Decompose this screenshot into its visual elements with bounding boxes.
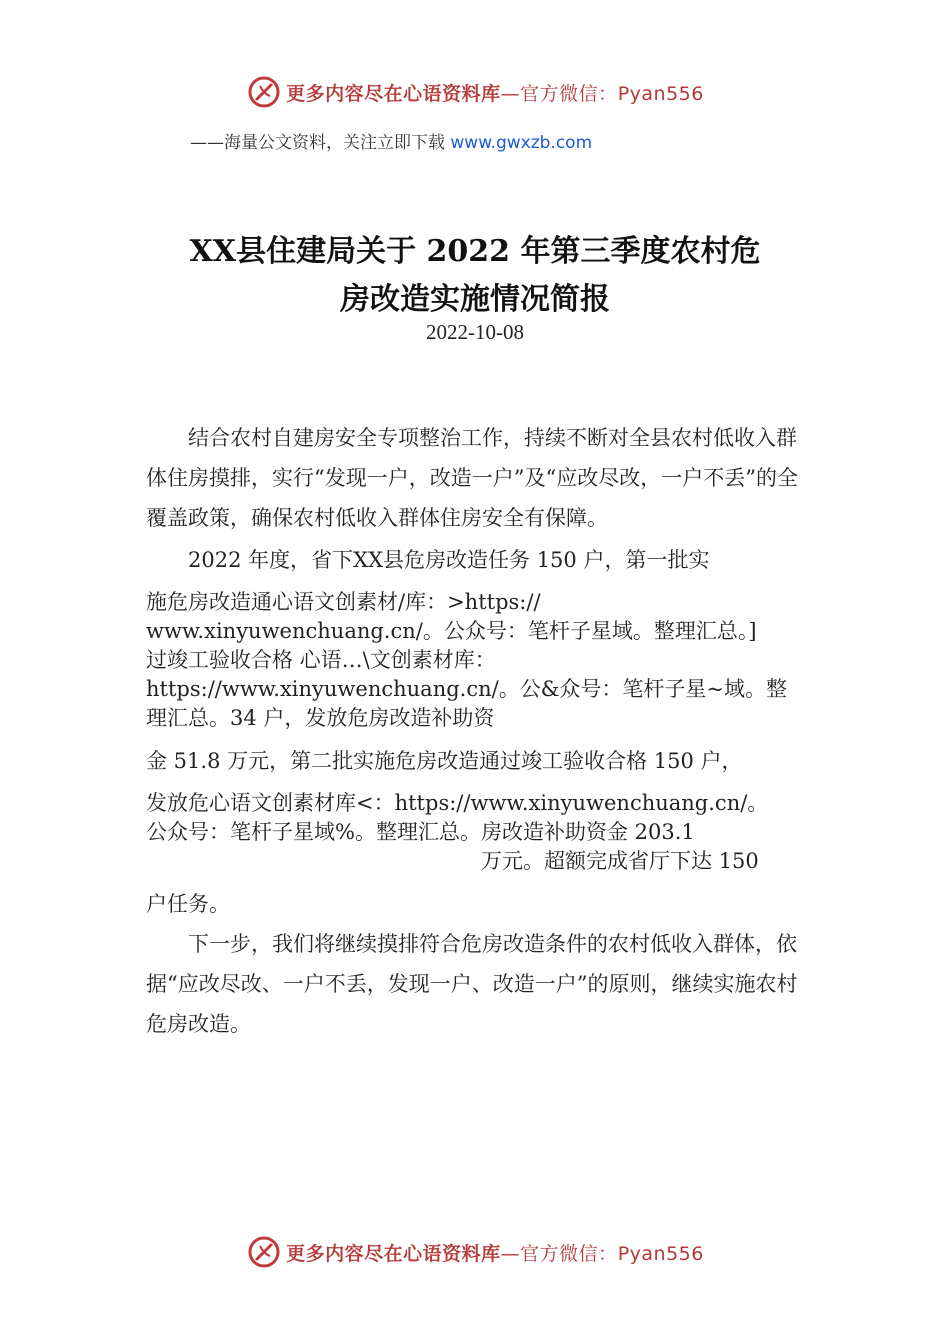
paragraph-2-line-4: 过竣工验收合格 心语…\文创素材库：	[146, 648, 496, 672]
document-title	[0, 228, 950, 324]
top-banner	[0, 70, 950, 114]
paragraph-2-line-3: www.xinyuwenchuang.cn/。公众号：笔杆子星域。整理汇总。]	[146, 619, 757, 643]
logo-icon	[246, 1234, 282, 1270]
logo-icon	[246, 74, 282, 110]
document-date: 2022-10-08	[426, 320, 524, 344]
download-link[interactable]: www.gwxzb.com	[450, 133, 593, 153]
banner-wechat-id: Pyan556	[617, 82, 704, 105]
subline-prefix: ——海量公文资料，关注立即下载	[190, 133, 451, 153]
bottom-banner	[0, 1230, 950, 1274]
paragraph-1: 结合农村自建房安全专项整治工作，持续不断对全县农村低收入群体住房摸排，实行“发现一户，改造一户”及“应改尽改，一户不丢”的全覆盖政策，确保农村低收入群体住房安全有保障。	[146, 426, 798, 530]
footer-banner-sep-text: —官方微信：	[500, 1242, 618, 1265]
paragraph-2-line-9: 公众号：笔杆子星域%。整理汇总。房改造补助资金 203.1	[146, 820, 695, 844]
download-subline	[190, 128, 592, 153]
paragraph-2-line-8: 发放危心语文创素材库<：https://www.xinyuwenchuang.cn/。	[146, 791, 769, 815]
title-line-2: 房改造实施情况简报	[340, 282, 610, 317]
paragraph-2-line-5: https://www.xinyuwenchuang.cn/。公&众号：笔杆子星~域。整	[146, 677, 787, 701]
title-line-1: XX县住建局关于 2022 年第三季度农村危	[189, 234, 761, 269]
paragraph-2-line-6: 理汇总。34 户，发放危房改造补助资	[146, 706, 495, 730]
document-body	[146, 418, 816, 1044]
paragraph-2-line-2: 施危房改造通心语文创素材/库：>https://	[146, 590, 541, 614]
banner-main-text: 更多内容尽在心语资料库	[286, 82, 501, 105]
paragraph-3: 下一步，我们将继续摸排符合危房改造条件的农村低收入群体，依据“应改尽改、一户不丢，发现一户、改造一户”的原则，继续实施农村危房改造。	[146, 932, 798, 1036]
paragraph-2-line-1: 2022 年度，省下XX县危房改造任务 150 户，第一批实	[188, 548, 710, 572]
paragraph-2-line-7: 金 51.8 万元，第二批实施危房改造通过竣工验收合格 150 户，	[146, 749, 743, 773]
footer-banner-main-text: 更多内容尽在心语资料库	[286, 1242, 501, 1265]
banner-sep-text: —官方微信：	[500, 82, 618, 105]
paragraph-2-line-10: 万元。超额完成省厅下达 150	[481, 849, 759, 873]
paragraph-2-line-11: 户任务。	[146, 892, 230, 916]
footer-banner-wechat-id: Pyan556	[617, 1242, 704, 1265]
